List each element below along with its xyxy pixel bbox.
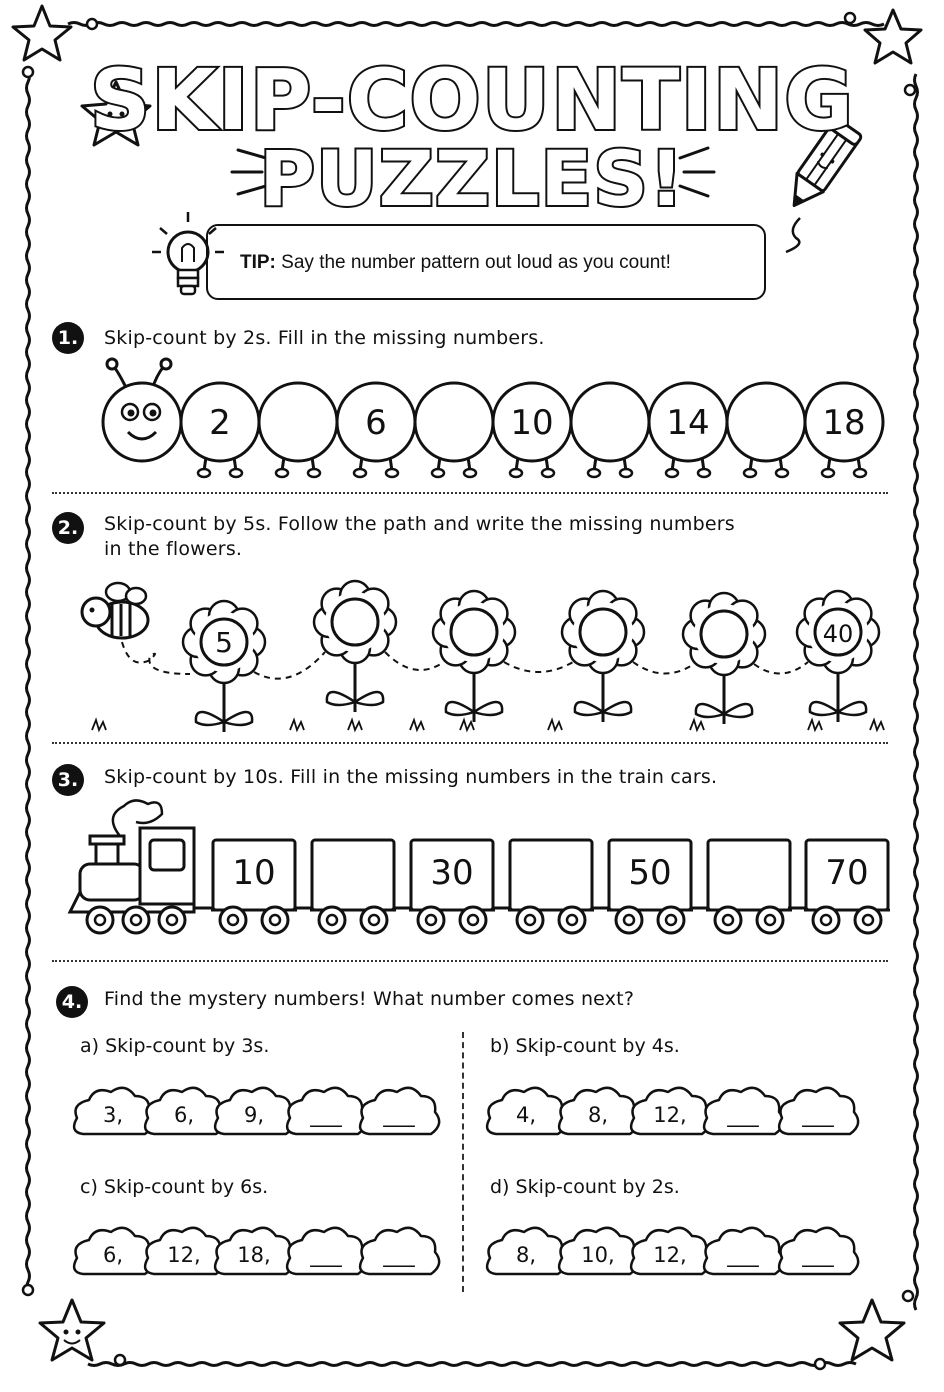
cloud-number: 10, xyxy=(581,1243,615,1267)
tip-text xyxy=(240,252,671,274)
question-2-text-line2: in the flowers. xyxy=(104,538,243,560)
grass xyxy=(808,720,822,730)
train-car xyxy=(294,840,396,933)
number-cloud xyxy=(74,1228,153,1274)
bee-path xyxy=(385,652,444,670)
cloud-number: 8, xyxy=(587,1103,609,1127)
antenna-tip xyxy=(161,359,171,369)
flower xyxy=(562,591,644,722)
cloud-number: ___ xyxy=(802,1243,834,1267)
segment-number: 10 xyxy=(510,403,554,443)
tip-message: Say the number pattern out loud as you count! xyxy=(281,252,671,273)
question-4-text: Find the mystery numbers! What number comes next? xyxy=(104,988,635,1010)
flower-path-diagram xyxy=(0,570,944,740)
grass xyxy=(92,720,106,730)
section-divider xyxy=(52,960,888,962)
cloud-number: 18, xyxy=(237,1243,271,1267)
question-2-text xyxy=(104,512,735,562)
grass xyxy=(348,720,362,730)
grass xyxy=(460,720,474,730)
cloud-number: 3, xyxy=(102,1103,124,1127)
grass xyxy=(290,720,304,730)
caterpillar-segment xyxy=(727,383,805,477)
caterpillar-segment xyxy=(181,383,259,477)
flower xyxy=(797,591,879,722)
cloud-number: ___ xyxy=(310,1243,342,1267)
number-cloud xyxy=(559,1228,638,1274)
dot-icon xyxy=(845,13,855,23)
number-cloud xyxy=(487,1088,566,1134)
cloud-number: ___ xyxy=(727,1103,759,1127)
grass xyxy=(870,720,884,730)
train-car xyxy=(492,840,594,933)
number-cloud xyxy=(215,1088,294,1134)
train-car xyxy=(195,840,297,933)
caterpillar-segment xyxy=(415,383,493,477)
bee-path xyxy=(504,662,573,672)
number-cloud xyxy=(145,1228,224,1274)
flower xyxy=(314,581,396,712)
cloud-number: 6, xyxy=(173,1103,195,1127)
caterpillar-segment xyxy=(571,383,649,477)
cloud-number: 12, xyxy=(653,1243,687,1267)
number-cloud xyxy=(287,1228,366,1274)
flower-number: 5 xyxy=(215,626,233,659)
cloud-number: 4, xyxy=(515,1103,537,1127)
bee-path xyxy=(254,652,325,679)
cloud-number: 12, xyxy=(167,1243,201,1267)
number-cloud xyxy=(360,1228,439,1274)
train-car xyxy=(788,840,890,933)
train-car xyxy=(690,840,792,933)
segment-number: 18 xyxy=(822,403,866,443)
question-4-number: 4. xyxy=(56,986,88,1018)
number-cloud xyxy=(704,1228,783,1274)
cloud-number: ___ xyxy=(383,1243,415,1267)
number-cloud xyxy=(215,1228,294,1274)
caterpillar-segment xyxy=(493,383,571,477)
number-cloud xyxy=(145,1088,224,1134)
section-divider xyxy=(52,492,888,494)
section-divider xyxy=(52,742,888,744)
number-cloud xyxy=(360,1088,439,1134)
question-1-number: 1. xyxy=(52,322,84,354)
part-a-label: a) Skip-count by 3s. xyxy=(80,1035,270,1057)
cloud-number: ___ xyxy=(383,1103,415,1127)
number-cloud xyxy=(74,1088,153,1134)
number-cloud xyxy=(779,1088,858,1134)
cloud-number: ___ xyxy=(802,1103,834,1127)
car-number: 30 xyxy=(430,853,474,893)
caterpillar-segment xyxy=(649,383,727,477)
flower xyxy=(683,593,765,724)
segment-number: 6 xyxy=(365,403,387,443)
car-number: 50 xyxy=(628,853,672,893)
cloud-number: ___ xyxy=(310,1103,342,1127)
number-cloud xyxy=(287,1088,366,1134)
dot-icon xyxy=(115,1355,125,1365)
caterpillar-segment xyxy=(337,383,415,477)
question-2-number: 2. xyxy=(52,512,84,544)
clouds-row-ab xyxy=(0,1078,944,1158)
cloud-number: 12, xyxy=(653,1103,687,1127)
cloud-number: 6, xyxy=(102,1243,124,1267)
grass xyxy=(548,720,562,730)
question-2-text-line1: Skip-count by 5s. Follow the path and write the missing numbers xyxy=(104,513,735,535)
segment-number: 14 xyxy=(666,403,710,443)
number-cloud xyxy=(559,1088,638,1134)
car-number: 70 xyxy=(825,853,869,893)
bee-path xyxy=(122,642,190,674)
question-3-text: Skip-count by 10s. Fill in the missing numbers in the train cars. xyxy=(104,766,718,788)
number-cloud xyxy=(487,1228,566,1274)
dot-icon xyxy=(87,19,97,29)
bee-path xyxy=(754,662,808,674)
caterpillar-head xyxy=(103,383,181,461)
train-diagram xyxy=(0,796,944,946)
bee-path xyxy=(633,662,694,674)
bee-icon xyxy=(82,583,148,638)
flower-number: 40 xyxy=(822,620,854,648)
cloud-number: 8, xyxy=(515,1243,537,1267)
tip-label: TIP: xyxy=(240,252,276,273)
train-engine xyxy=(70,800,194,933)
flower xyxy=(183,601,265,732)
grass xyxy=(690,720,704,730)
star-icon xyxy=(840,1300,904,1360)
cloud-number: ___ xyxy=(727,1243,759,1267)
caterpillar-segment xyxy=(259,383,337,477)
part-c-label: c) Skip-count by 6s. xyxy=(80,1176,269,1198)
car-number: 10 xyxy=(232,853,276,893)
part-b-label: b) Skip-count by 4s. xyxy=(490,1035,680,1057)
page-title-line1: SKIP-COUNTING xyxy=(89,51,855,149)
train-car xyxy=(591,840,693,933)
dot-icon xyxy=(815,1359,825,1369)
grass xyxy=(410,720,424,730)
clouds-row-cd xyxy=(0,1218,944,1298)
star-face-icon xyxy=(40,1300,104,1360)
number-cloud xyxy=(779,1228,858,1274)
caterpillar-segment xyxy=(805,383,883,477)
question-1-text: Skip-count by 2s. Fill in the missing numbers. xyxy=(104,327,545,349)
flower xyxy=(433,591,515,722)
caterpillar-diagram xyxy=(0,356,944,486)
number-cloud xyxy=(704,1088,783,1134)
page-title-line2: PUZZLES! xyxy=(259,134,685,223)
question-3-number: 3. xyxy=(52,764,84,796)
train-car xyxy=(393,840,495,933)
segment-number: 2 xyxy=(209,403,231,443)
number-cloud xyxy=(631,1088,710,1134)
antenna-tip xyxy=(107,359,117,369)
part-d-label: d) Skip-count by 2s. xyxy=(490,1176,680,1198)
cloud-number: 9, xyxy=(243,1103,265,1127)
number-cloud xyxy=(631,1228,710,1274)
